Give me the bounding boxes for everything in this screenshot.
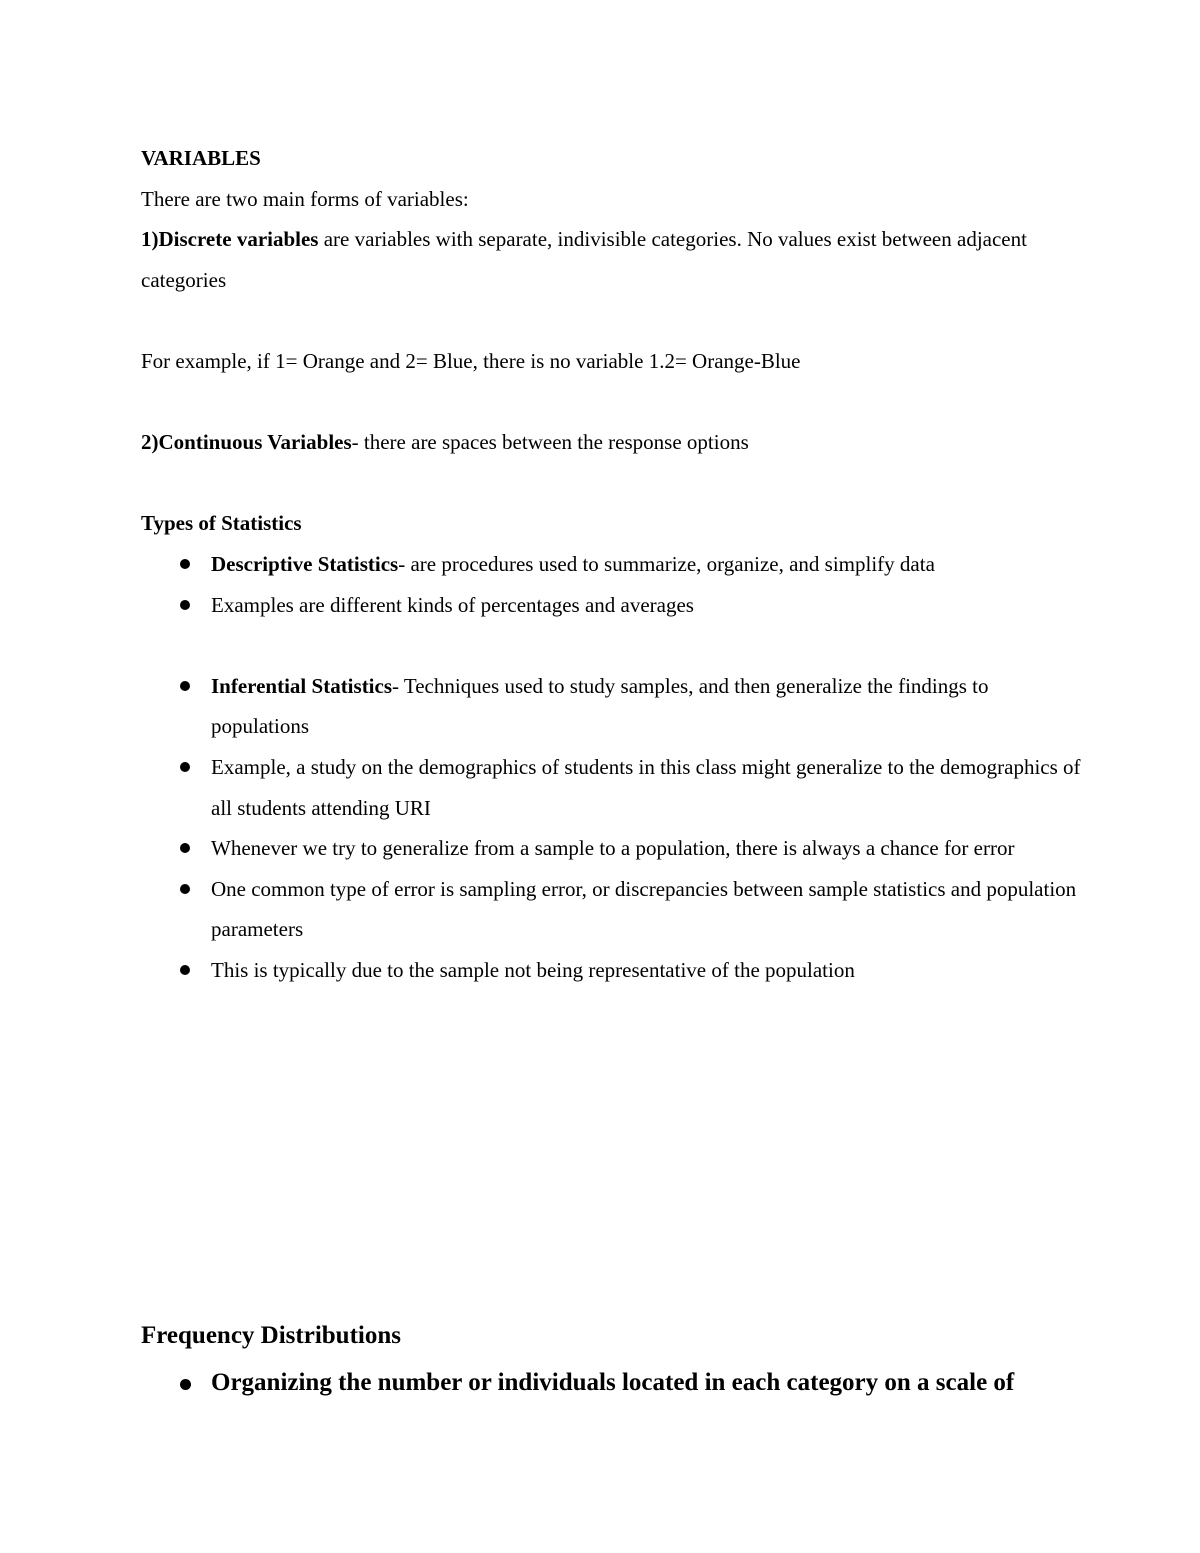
item-text: Whenever we try to generalize from a sample to a population, there is always a chance for error [211, 836, 1015, 861]
spacer [141, 382, 1081, 423]
item-text: Example, a study on the demographics of students in this class might generalize to the demographics of all students attending URI [211, 754, 1081, 820]
item-text: - are procedures used to summarize, organize, and simplify data [398, 551, 935, 576]
list-item [141, 747, 1081, 828]
frequency-heading: Frequency Distributions [141, 1322, 401, 1349]
bullet-icon [180, 965, 190, 975]
statistics-list-descriptive [141, 544, 1081, 625]
item-bold: Descriptive Statistics [211, 551, 399, 576]
statistics-heading: Types of Statistics [141, 511, 302, 536]
bullet-icon [180, 884, 190, 894]
bullet-icon [180, 1379, 191, 1390]
discrete-variables-label: 1)Discrete variables [141, 227, 319, 252]
item-text: Examples are different kinds of percentages and averages [211, 592, 694, 617]
frequency-list [141, 1358, 1101, 1408]
example-paragraph: For example, if 1= Orange and 2= Blue, there is no variable 1.2= Orange-Blue [141, 348, 801, 373]
discrete-variables-paragraph [141, 219, 1081, 300]
list-item [141, 544, 1081, 585]
bullet-icon [180, 681, 190, 691]
list-item [141, 950, 1081, 991]
continuous-variables-text: - there are spaces between the response options [351, 430, 749, 455]
bullet-icon [180, 762, 190, 772]
variables-heading: VARIABLES [141, 146, 261, 170]
discrete-variables-text: are variables with separate, indivisible categories. No values exist between adjacent categories [141, 227, 1027, 292]
frequency-section [141, 1314, 1101, 1408]
item-bold: Inferential Statistics [211, 673, 393, 698]
spacer [141, 300, 1081, 341]
list-item [141, 828, 1081, 869]
list-item [141, 666, 1081, 747]
continuous-variables-label: 2)Continuous Variables [141, 430, 352, 455]
continuous-variables-paragraph [141, 422, 1081, 463]
item-text: This is typically due to the sample not being representative of the population [211, 957, 855, 982]
bullet-icon [180, 600, 190, 610]
list-item [141, 1358, 1101, 1408]
spacer [141, 463, 1081, 504]
item-text: Organizing the number or individuals located in each category on a scale of [211, 1369, 1015, 1396]
item-text: - Techniques used to study samples, and then generalize the findings to populations [211, 673, 989, 739]
list-item [141, 585, 1081, 626]
bullet-icon [180, 843, 190, 853]
spacer [141, 625, 1081, 666]
document-body [141, 138, 1081, 990]
list-item [141, 869, 1081, 950]
item-text: One common type of error is sampling error, or discrepancies between sample statistics and population parameters [211, 876, 1077, 942]
variables-intro: There are two main forms of variables: [141, 186, 469, 211]
bullet-icon [180, 559, 190, 569]
statistics-list-inferential [141, 666, 1081, 991]
